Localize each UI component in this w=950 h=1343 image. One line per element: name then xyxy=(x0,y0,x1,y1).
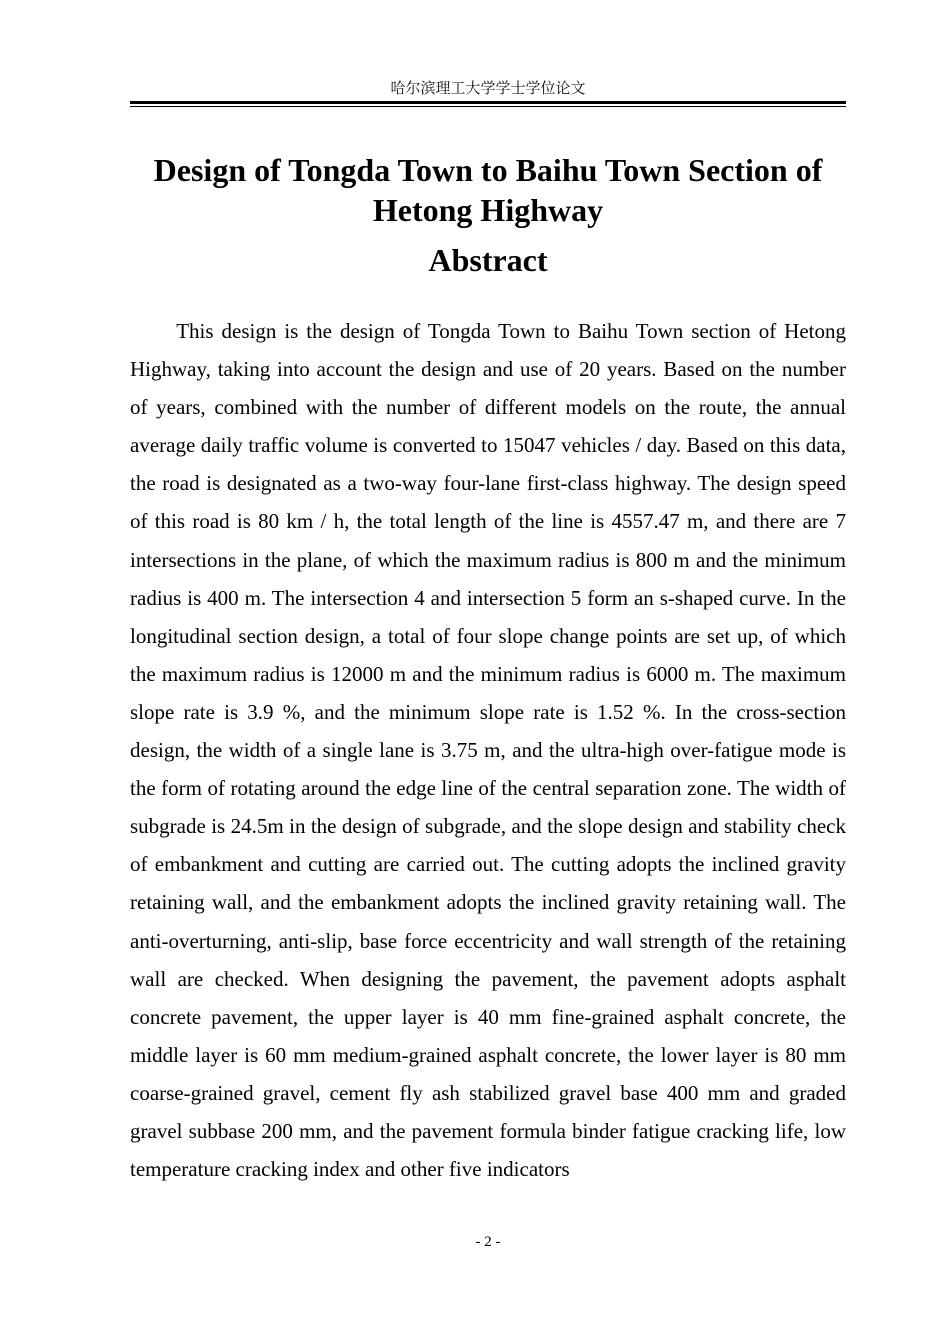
page-header: 哈尔滨理工大学学士学位论文 xyxy=(390,79,586,97)
abstract-heading: Abstract xyxy=(428,242,548,278)
abstract-body: This design is the design of Tongda Town to Baihu Town section of Hetong Highway, taking into account the design and use of 20 years. Based on the number of years, combined with the number of different models on the route, the annual average daily traffic volume is converted to 15047 vehicles / day. Based on this data, the road is designated as a two-way four-lane first-class highway. The design speed of this road is 80 km / h, the total length of the line is 4557.47 m, and there are 7 intersections in the plane, of which the maximum radius is 800 m and the minimum radius is 400 m. The intersection 4 and intersection 5 form an s-shaped curve. In the longitudinal section design, a total of four slope change points are set up, of which the maximum radius is 12000 m and the minimum radius is 6000 m. The maximum slope rate is 3.9 %, and the minimum slope rate is 1.52 %. In the cross-section design, the width of a single lane is 3.75 m, and the ultra-high over-fatigue mode is the form of rotating around the edge line of the central separation zone. The width of subgrade is 24.5m in the design of subgrade, and the slope design and stability check of embankment and cutting are carried out. The cutting adopts the inclined gravity retaining wall, and the embankment adopts the inclined gravity retaining wall. The anti-overturning, anti-slip, base force eccentricity and wall strength of the retaining wall are checked. When designing the pavement, the pavement adopts asphalt concrete pavement, the upper layer is 40 mm fine-grained asphalt concrete, the middle layer is 60 mm medium-grained asphalt concrete, the lower layer is 80 mm coarse-grained gravel, cement fly ash stabilized gravel base 400 mm and graded gravel subbase 200 mm, and the pavement formula binder fatigue cracking life, low temperature cracking index and other five indicators xyxy=(130,319,846,1182)
page-number: - 2 - xyxy=(475,1234,501,1250)
header-rule-thin xyxy=(130,106,846,107)
thesis-title: Design of Tongda Town to Baihu Town Section of Hetong Highway xyxy=(153,152,823,228)
header-rule-thick xyxy=(130,101,846,104)
